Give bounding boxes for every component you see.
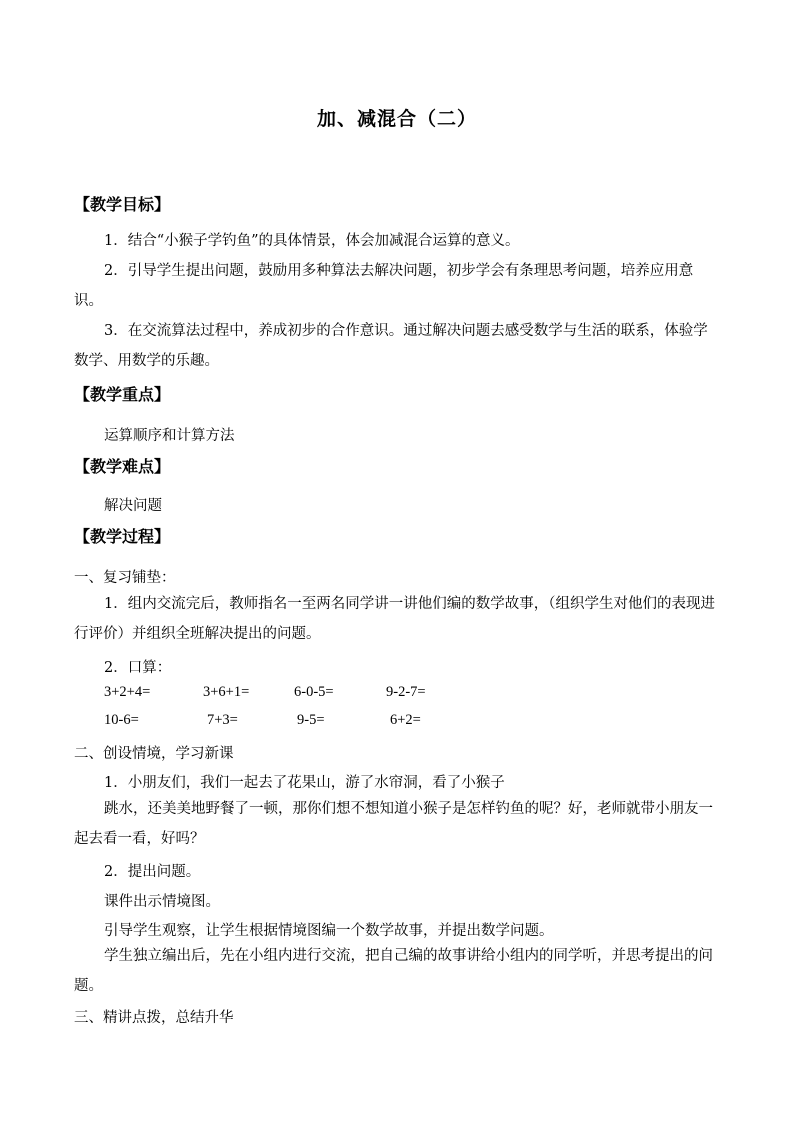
difficulties-text: 解决问题 <box>104 498 162 514</box>
page-title: 加、减混合（二） <box>316 108 477 130</box>
part2-text-1: 课件出示情境图。 <box>104 894 220 910</box>
part3-title: 三、精讲点拨，总结升华 <box>74 1010 234 1026</box>
difficulties-heading: 【教学难点】 <box>74 457 171 476</box>
equation: 3+2+4= <box>104 684 151 700</box>
part2-item-2: 2．提出问题。 <box>104 864 201 880</box>
part2-text-2: 引导学生观察，让学生根据情境图编一个数学故事，并提出数学问题。 <box>104 923 554 939</box>
goals-heading: 【教学目标】 <box>74 195 171 214</box>
equation: 6+2= <box>390 712 421 728</box>
goal-item-3: 3．在交流算法过程中，养成初步的合作意识。通过解决问题去感受数学与生活的联系，体验学数学、用数学的乐趣。 <box>74 323 708 369</box>
equation: 10-6= <box>104 712 139 728</box>
part2-text-3: 学生独立编出后，先在小组内进行交流，把自己编的故事讲给小组内的同学听，并思考提出的问题。 <box>74 948 713 994</box>
key-points-text: 运算顺序和计算方法 <box>104 428 235 444</box>
part1-title: 一、复习铺垫： <box>74 570 176 586</box>
equation: 3+6+1= <box>203 684 250 700</box>
equation: 9-5= <box>297 712 325 728</box>
part1-item-2: 2．口算： <box>104 660 172 676</box>
part2-title: 二、创设情境，学习新课 <box>74 746 234 762</box>
part2-item-1-line-2: 跳水，还美美地野餐了一顿，那你们想不想知道小猴子是怎样钓鱼的呢？好，老师就带小朋友一起去看一看，好吗？ <box>74 801 713 847</box>
goal-item-1: 1．结合“小猴子学钓鱼”的具体情景，体会加减混合运算的意义。 <box>104 233 520 249</box>
goal-item-2: 2．引导学生提出问题，鼓励用多种算法去解决问题，初步学会有条理思考问题，培养应用意识。 <box>74 263 694 309</box>
key-points-heading: 【教学重点】 <box>74 385 171 404</box>
equation: 9-2-7= <box>386 684 426 700</box>
process-heading: 【教学过程】 <box>74 527 171 546</box>
equation: 6-0-5= <box>294 684 334 700</box>
part2-item-1-line-1: 1．小朋友们，我们一起去了花果山，游了水帘洞，看了小猴子 <box>104 775 505 791</box>
part1-item-1: 1．组内交流完后，教师指名一至两名同学讲一讲他们编的数学故事，（组织学生对他们的表现进行评价）并组织全班解决提出的问题。 <box>74 596 715 642</box>
equation: 7+3= <box>207 712 238 728</box>
